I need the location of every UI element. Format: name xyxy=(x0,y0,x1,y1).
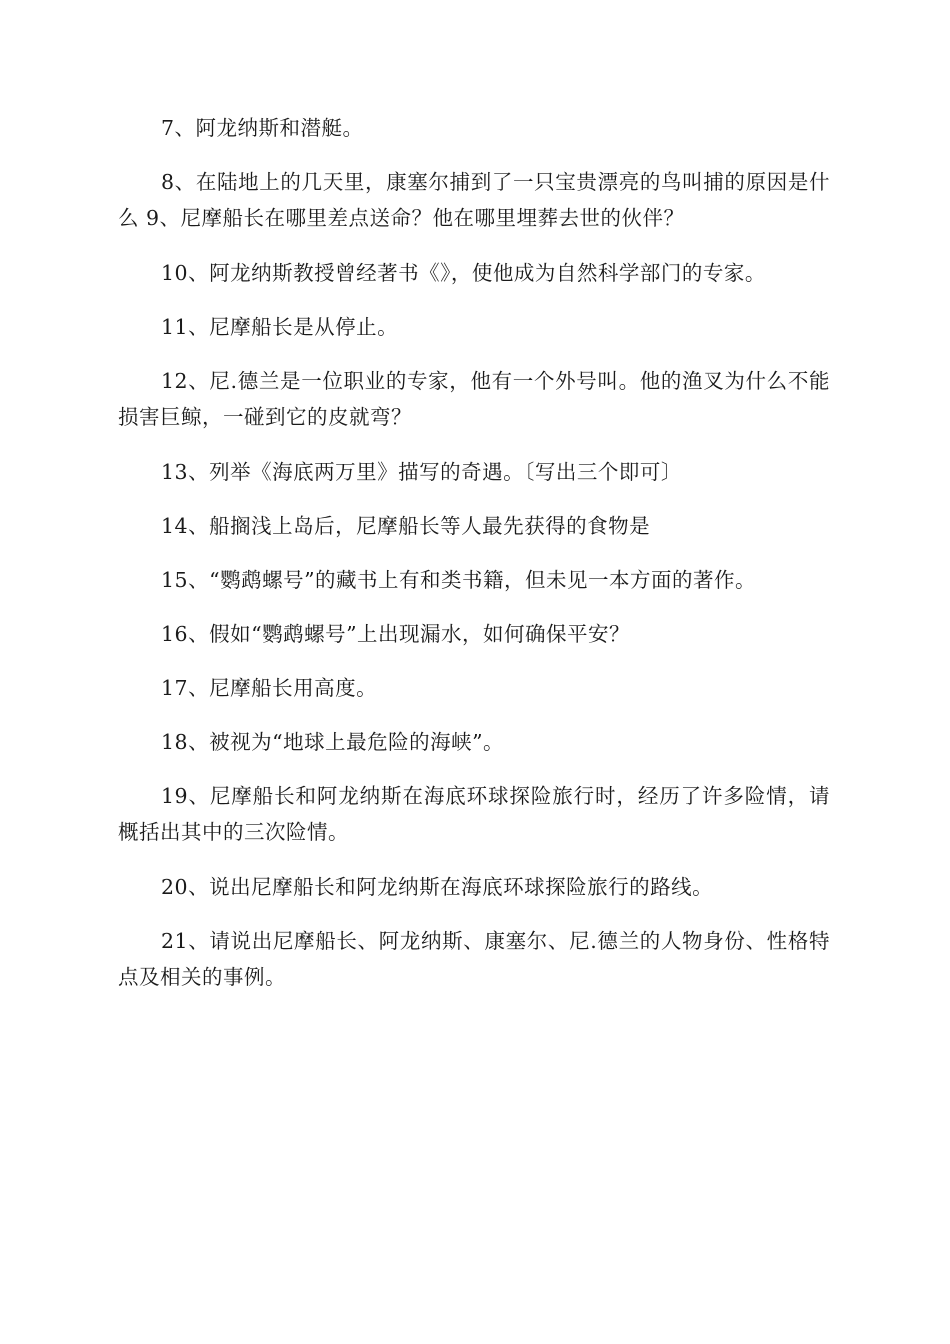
document-page xyxy=(118,110,830,1014)
question-13: 13、列举《海底两万里》描写的奇遇。〔写出三个即可〕 xyxy=(161,460,682,484)
question-18: 18、被视为“地球上最危险的海峡”。 xyxy=(161,730,505,754)
question-8-9: 8、在陆地上的几天里，康塞尔捕到了一只宝贵漂亮的鸟叫捕的原因是什么 9、尼摩船长在哪里差点送命？他在哪里埋葬去世的伙伴？ xyxy=(118,170,830,230)
question-21: 21、请说出尼摩船长、阿龙纳斯、康塞尔、尼.德兰的人物身份、性格特点及相关的事例。 xyxy=(118,929,830,989)
question-12: 12、尼.德兰是一位职业的专家，他有一个外号叫。他的渔叉为什么不能损害巨鲸，一碰到它的皮就弯？ xyxy=(118,369,830,429)
question-10: 10、阿龙纳斯教授曾经著书《》，使他成为自然科学部门的专家。 xyxy=(161,261,766,285)
question-15: 15、“鹦鹉螺号”的藏书上有和类书籍，但未见一本方面的著作。 xyxy=(161,568,757,592)
question-11: 11、尼摩船长是从停止。 xyxy=(161,315,399,339)
question-17: 17、尼摩船长用高度。 xyxy=(161,676,378,700)
question-16: 16、假如“鹦鹉螺号”上出现漏水，如何确保平安？ xyxy=(161,622,631,646)
question-7: 7、阿龙纳斯和潜艇。 xyxy=(161,116,364,140)
question-19: 19、尼摩船长和阿龙纳斯在海底环球探险旅行时，经历了许多险情，请概括出其中的三次险情。 xyxy=(118,784,830,844)
question-14: 14、船搁浅上岛后，尼摩船长等人最先获得的食物是 xyxy=(161,514,651,538)
question-20: 20、说出尼摩船长和阿龙纳斯在海底环球探险旅行的路线。 xyxy=(161,875,714,899)
